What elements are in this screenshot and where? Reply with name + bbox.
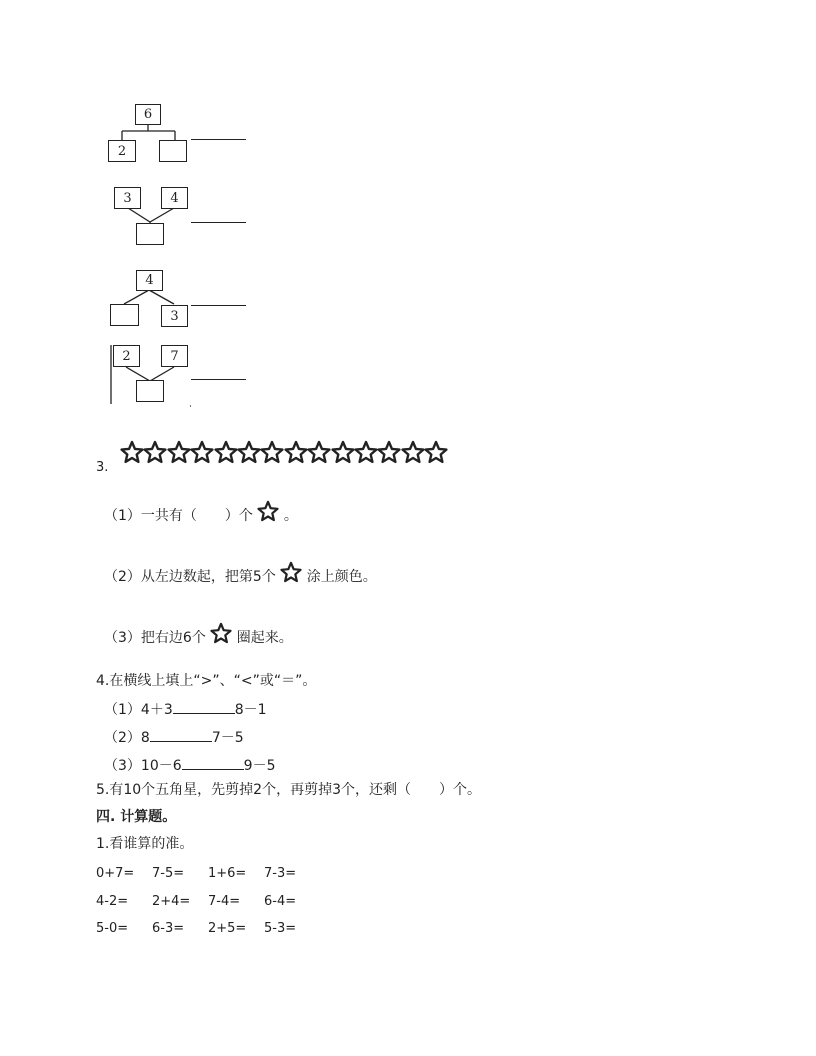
q4-item-label: （3）	[104, 758, 141, 774]
star-icon[interactable]	[237, 440, 261, 464]
q3-part1-text: （1）一共有（ ）个	[104, 508, 253, 524]
tree1-left-value: 2	[117, 143, 127, 159]
tree4-answer-line[interactable]	[191, 379, 246, 380]
tree2-left-box	[114, 187, 141, 209]
star-icon[interactable]	[120, 440, 144, 464]
tree4-left-box	[113, 345, 140, 367]
tree3-right-box	[161, 305, 188, 327]
calc-item[interactable]: 6-4=	[264, 894, 297, 909]
q4-item-right: 9－5	[243, 758, 276, 774]
q4-item-2	[104, 729, 244, 745]
q4-item-label: （1）	[104, 702, 141, 718]
star-icon[interactable]	[354, 440, 378, 464]
q3-part3	[104, 622, 293, 645]
calc-item[interactable]: 7-3=	[264, 866, 297, 881]
tree3-top-box	[136, 270, 163, 291]
star-icon[interactable]	[284, 440, 308, 464]
tree1-top-box	[135, 104, 161, 125]
tree2-bottom-box[interactable]	[136, 223, 164, 245]
q4-title: 4.在横线上填上“>”、“<”或“＝”。	[96, 673, 317, 689]
q3-part3-end: 圈起来。	[236, 630, 293, 646]
calc-item[interactable]: 5-0=	[96, 921, 129, 936]
section4-subtitle: 1.看谁算的准。	[96, 836, 194, 852]
star-icon[interactable]	[424, 440, 448, 464]
star-icon	[210, 622, 232, 644]
star-icon[interactable]	[331, 440, 355, 464]
q4-item-left: 8	[140, 730, 150, 746]
q4-item-1	[104, 701, 267, 717]
tree2-left-value: 3	[123, 190, 132, 206]
q3-part3-text: （3）把右边6个	[104, 630, 206, 646]
star-icon[interactable]	[260, 440, 284, 464]
tree4-right-value: 7	[170, 348, 179, 364]
q3-number: 3.	[96, 460, 109, 475]
q4-answer-blank[interactable]	[173, 701, 235, 714]
tree3-right-value: 3	[170, 308, 179, 324]
q4-item-3	[104, 757, 275, 773]
tree3-answer-line[interactable]	[191, 305, 246, 306]
calc-item[interactable]: 7-5=	[152, 866, 185, 881]
tree1-answer-line[interactable]	[191, 139, 246, 140]
calc-item[interactable]: 6-3=	[152, 921, 185, 936]
calc-item[interactable]: 1+6=	[208, 866, 247, 881]
star-icon[interactable]	[401, 440, 425, 464]
q4-answer-blank[interactable]	[150, 729, 212, 742]
star-icon[interactable]	[214, 440, 238, 464]
q3-part1-end: 。	[283, 508, 298, 524]
q4-item-left: 10－6	[140, 758, 182, 774]
star-icon	[280, 561, 302, 583]
calc-item[interactable]: 7-4=	[208, 894, 241, 909]
tree2-right-box	[161, 187, 188, 209]
calc-item[interactable]: 2+4=	[152, 894, 191, 909]
star-icon[interactable]	[167, 440, 191, 464]
tree1-top-value: 6	[143, 107, 153, 122]
star-icon[interactable]	[307, 440, 331, 464]
star-row	[120, 440, 448, 468]
tree4-bottom-box[interactable]	[136, 380, 164, 402]
tree1-left-box	[108, 140, 136, 162]
q3-part2	[104, 561, 377, 584]
star-icon[interactable]	[190, 440, 214, 464]
star-icon[interactable]	[377, 440, 401, 464]
q4-answer-blank[interactable]	[182, 757, 244, 770]
tree4-right-box	[161, 345, 188, 367]
tree2-answer-line[interactable]	[191, 222, 246, 223]
calc-item[interactable]: 4-2=	[96, 894, 129, 909]
tree3-top-value: 4	[145, 273, 154, 288]
section4-title: 四. 计算题。	[96, 809, 177, 825]
calc-item[interactable]: 0+7=	[96, 866, 135, 881]
star-icon	[257, 500, 279, 522]
calc-item[interactable]: 5-3=	[264, 921, 297, 936]
q5-text: 5.有10个五角星，先剪掉2个，再剪掉3个，还剩（ ）个。	[96, 782, 481, 798]
calc-item[interactable]: 2+5=	[208, 921, 247, 936]
q4-item-label: （2）	[104, 730, 141, 746]
q3-part2-text: （2）从左边数起，把第5个	[104, 569, 276, 585]
tree1-right-box[interactable]	[159, 140, 187, 162]
tree3-left-box[interactable]	[110, 304, 139, 326]
q4-item-right: 7－5	[211, 730, 244, 746]
tree2-right-value: 4	[170, 190, 179, 206]
tree4-left-value: 2	[122, 348, 131, 364]
q3-part2-end: 涂上颜色。	[306, 569, 377, 585]
q4-item-left: 4＋3	[140, 702, 173, 718]
star-icon[interactable]	[143, 440, 167, 464]
q4-item-right: 8－1	[234, 702, 267, 718]
q3-part1	[104, 500, 298, 523]
